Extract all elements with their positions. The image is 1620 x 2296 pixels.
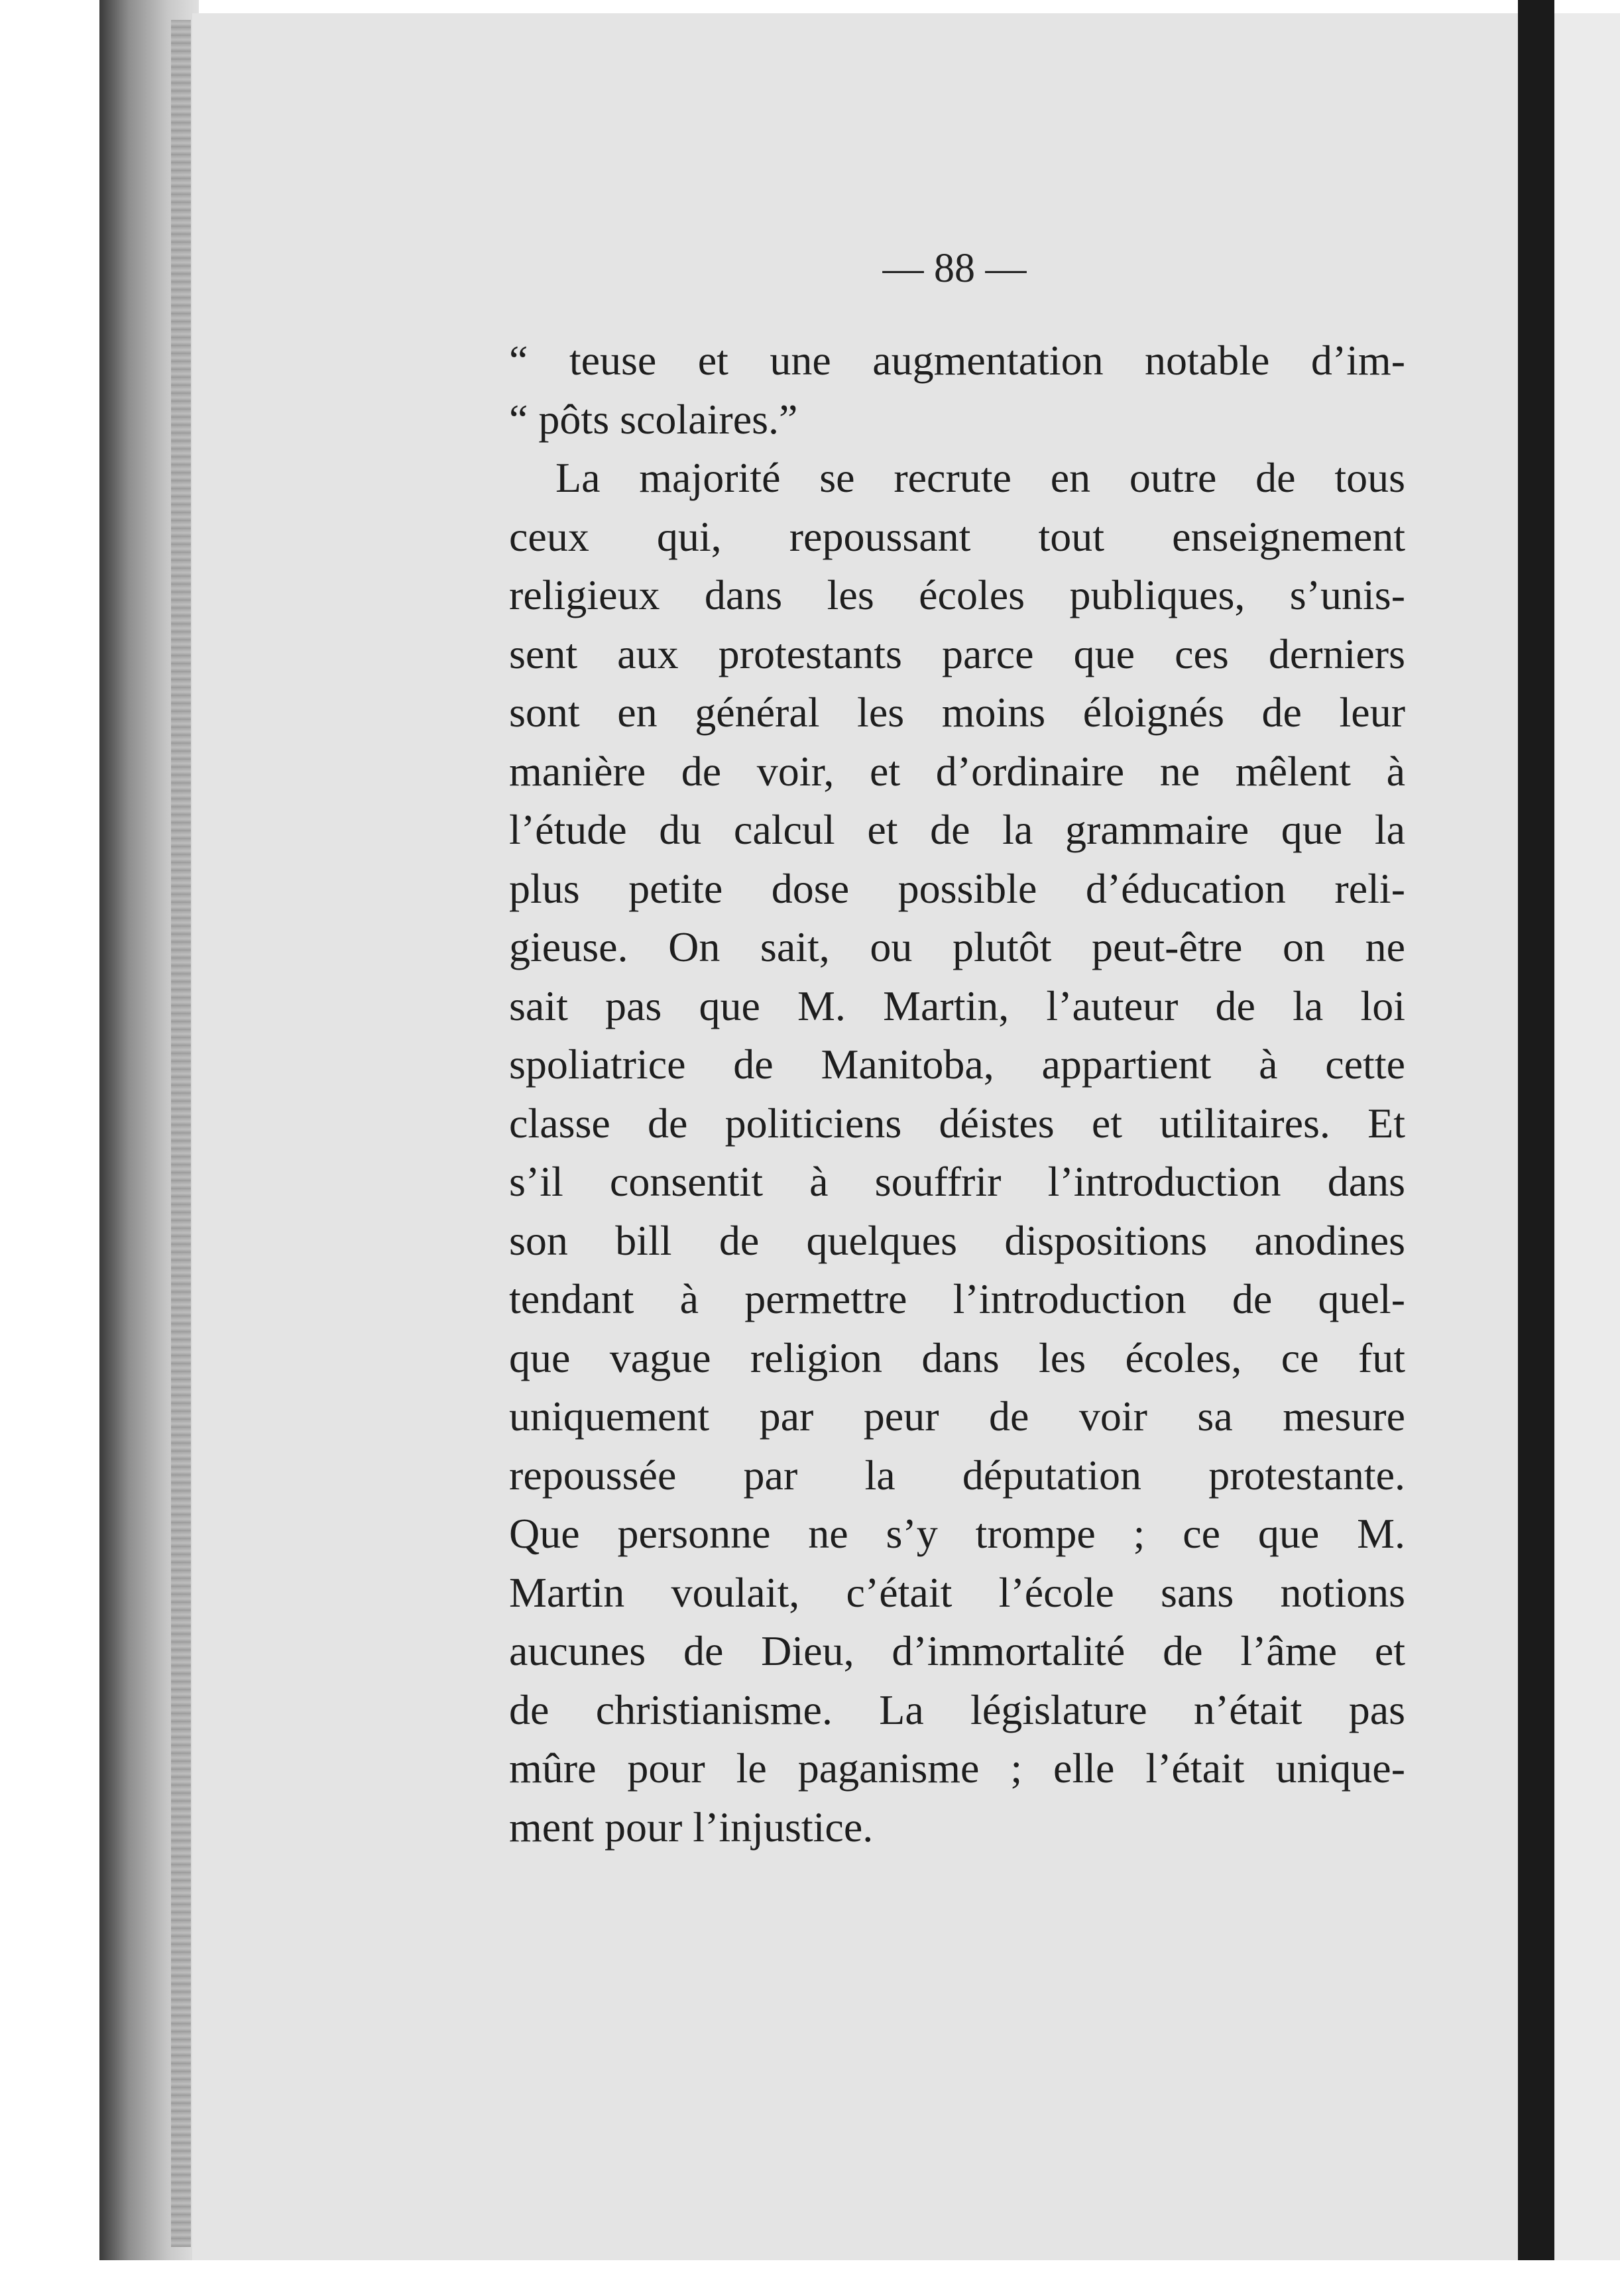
text-line: uniquement par peur de voir sa mesure: [509, 1393, 1405, 1440]
stacked-pages-edge: [171, 20, 191, 2247]
text-line: Que personne ne s’y trompe ; ce que M.: [509, 1510, 1405, 1557]
text-line: sent aux protestants parce que ces derniers: [509, 630, 1405, 677]
text-line: repoussée par la députation protestante.: [509, 1451, 1405, 1499]
text-line: de christianisme. La législature n’était pas: [509, 1686, 1405, 1733]
facing-page-edge: [1554, 13, 1620, 2260]
text-line: “ pôts scolaires.”: [509, 395, 798, 443]
text-line: Martin voulait, c’était l’école sans notions: [509, 1568, 1405, 1616]
page-number: — 88 —: [882, 246, 1027, 291]
text-line: religieux dans les écoles publiques, s’unis-: [509, 571, 1405, 618]
text-line: l’étude du calcul et de la grammaire que la: [509, 806, 1405, 853]
text-line: que vague religion dans les écoles, ce fut: [509, 1334, 1405, 1381]
text-line: tendant à permettre l’introduction de quel-: [509, 1275, 1405, 1322]
text-line: spoliatrice de Manitoba, appartient à cette: [509, 1041, 1405, 1088]
text-line: gieuse. On sait, ou plutôt peut-être on ne: [509, 923, 1405, 970]
text-line: ceux qui, repoussant tout enseignement: [509, 512, 1405, 560]
scan-margin: [0, 2260, 1620, 2296]
text-line: “ teuse et une augmentation notable d’im-: [509, 337, 1405, 384]
text-line: ment pour l’injustice.: [509, 1803, 874, 1851]
text-line: aucunes de Dieu, d’immortalité de l’âme et: [509, 1627, 1405, 1674]
text-line: classe de politiciens déistes et utilitaires. Et: [509, 1099, 1405, 1147]
text-line: manière de voir, et d’ordinaire ne mêlent à: [509, 747, 1405, 795]
book-spine-gutter: [1518, 0, 1554, 2296]
text-line: sait pas que M. Martin, l’auteur de la loi: [509, 982, 1405, 1029]
text-line: mûre pour le paganisme ; elle l’était unique-: [509, 1745, 1405, 1792]
body-text: [509, 331, 1405, 1857]
text-line: plus petite dose possible d’éducation reli-: [509, 864, 1405, 912]
text-line: sont en général les moins éloignés de leur: [509, 689, 1405, 736]
text-line: s’il consentit à souffrir l’introduction dans: [509, 1158, 1405, 1205]
text-line: La majorité se recrute en outre de tous: [555, 454, 1405, 501]
text-line: son bill de quelques dispositions anodines: [509, 1216, 1405, 1264]
